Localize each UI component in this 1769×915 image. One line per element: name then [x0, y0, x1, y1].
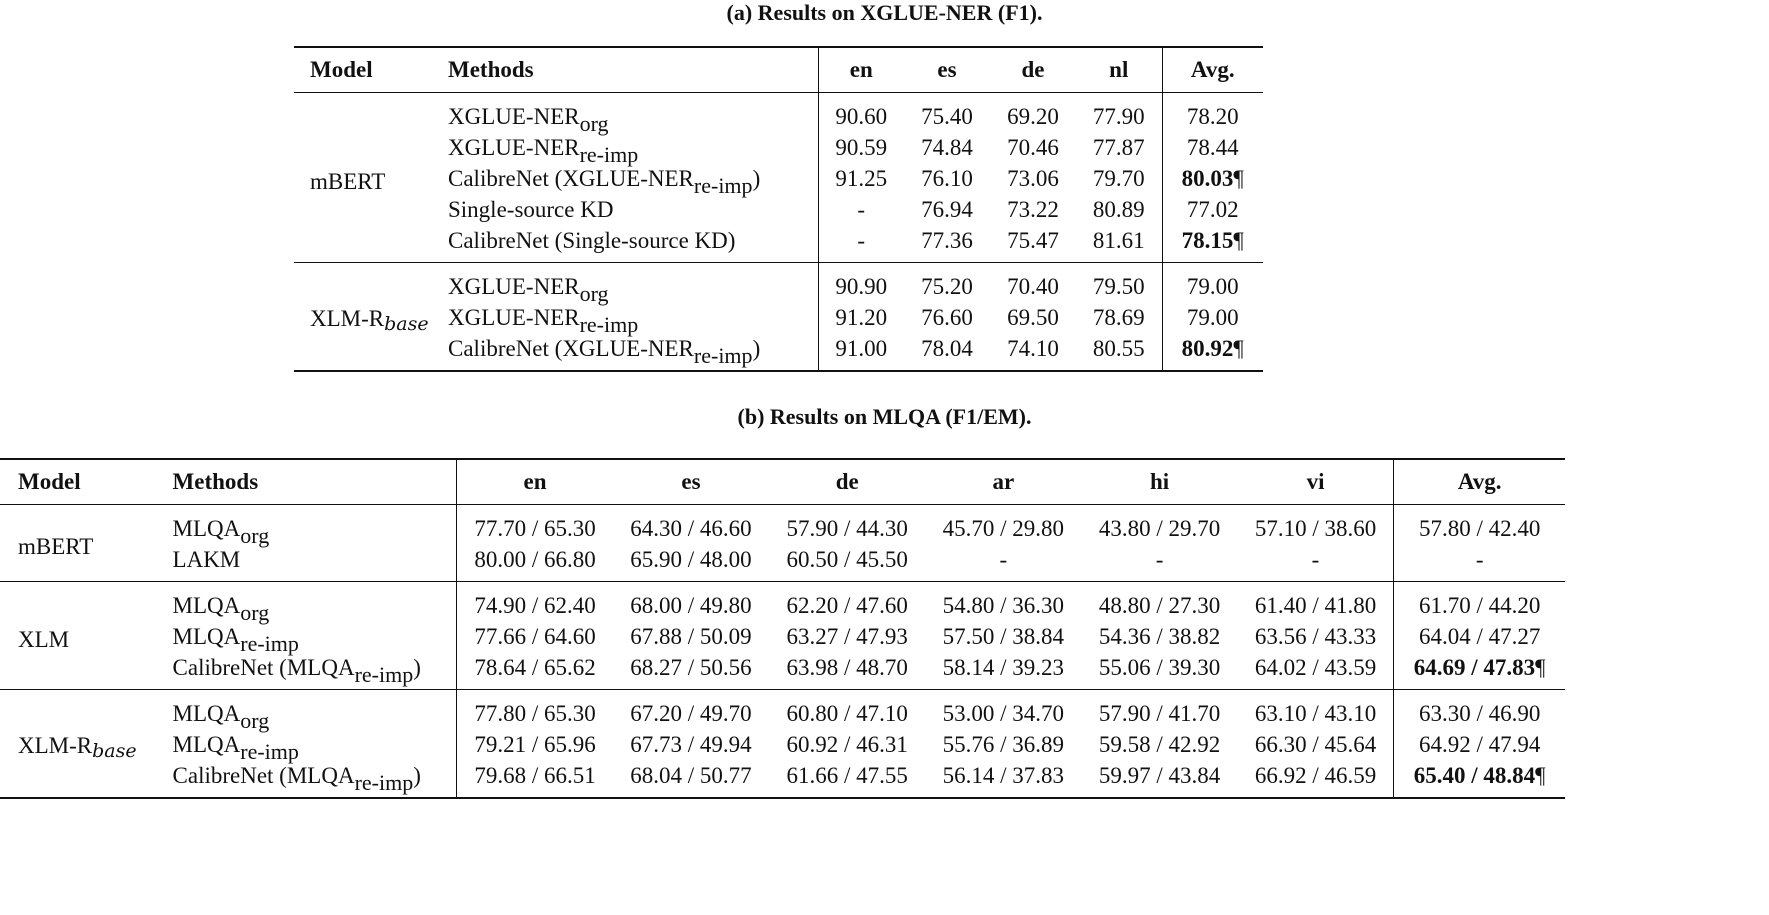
score-cell: 79.68 / 66.51 [457, 760, 613, 798]
method-name [448, 132, 818, 167]
table-row [0, 505, 1565, 545]
method-prefix: CalibreNet (XGLUE-NER [448, 335, 694, 361]
model-label: XLM-R [18, 733, 93, 758]
header-lang: en [818, 47, 904, 93]
score-cell: 91.00 [818, 333, 904, 371]
avg-cell [1394, 544, 1565, 582]
method-subscript: re-imp [354, 661, 414, 687]
avg-value: 80.03 [1181, 165, 1234, 191]
score-cell: 68.00 / 49.80 [630, 592, 752, 618]
score-cell: 57.90 / 41.70 [1098, 700, 1221, 726]
header-lang: es [904, 47, 990, 93]
avg-cell [1162, 194, 1263, 225]
score-cell: 54.80 / 36.30 [942, 592, 1065, 618]
score-cell: 76.94 [921, 196, 973, 222]
avg-cell [1394, 729, 1565, 760]
score-cell: 57.90 / 44.30 [786, 515, 908, 541]
score-cell: 80.89 [1092, 196, 1145, 222]
method-subscript: org [240, 599, 270, 625]
method-prefix: CalibreNet (MLQA [172, 654, 355, 680]
method-suffix: ) [413, 654, 421, 680]
mlqa-results-table [0, 458, 1565, 799]
avg-value: 77.02 [1186, 196, 1239, 222]
model-name [0, 690, 157, 799]
method-prefix: XGLUE-NER [448, 134, 580, 160]
score-cell: 58.14 / 39.23 [942, 654, 1065, 680]
avg-cell [1162, 93, 1263, 133]
score-cell: 53.00 / 34.70 [942, 700, 1065, 726]
method-name [448, 163, 818, 198]
model-group-mbert [294, 93, 1263, 263]
avg-value: 79.00 [1186, 273, 1239, 299]
score-cell: 70.40 [1007, 273, 1059, 299]
model-subscript: base [92, 740, 137, 762]
method-name [157, 621, 457, 656]
model-label: mBERT [310, 168, 386, 194]
score-cell: - [1311, 546, 1320, 572]
score-cell: 77.80 / 65.30 [457, 690, 613, 730]
header-model: Model [0, 459, 157, 505]
score-cell: 74.84 [921, 134, 973, 160]
score-cell: 57.10 / 38.60 [1254, 515, 1377, 541]
table-b-caption: (b) Results on MLQA (F1/EM). [737, 404, 1032, 429]
table-row [0, 544, 1565, 582]
method-subscript: org [579, 280, 609, 306]
table-row [294, 93, 1263, 133]
score-cell: 76.60 [921, 304, 973, 330]
score-cell: 64.30 / 46.60 [630, 515, 752, 541]
avg-value: 63.30 / 46.90 [1418, 700, 1541, 726]
avg-cell [1162, 225, 1263, 263]
score-cell: 57.50 / 38.84 [942, 623, 1065, 649]
avg-value: 80.92 [1181, 335, 1234, 361]
score-cell: 65.90 / 48.00 [630, 546, 752, 572]
score-cell: 48.80 / 27.30 [1098, 592, 1221, 618]
header-avg: Avg. [1162, 47, 1263, 93]
method-prefix: XGLUE-NER [448, 273, 580, 299]
score-cell: - [818, 225, 904, 263]
score-cell: 79.70 [1092, 165, 1145, 191]
method-prefix: XGLUE-NER [448, 103, 580, 129]
avg-value: 78.20 [1186, 103, 1239, 129]
method-prefix: CalibreNet (XGLUE-NER [448, 165, 694, 191]
score-cell: 60.50 / 45.50 [786, 546, 908, 572]
score-cell: 76.10 [921, 165, 973, 191]
avg-value: 64.04 / 47.27 [1418, 623, 1541, 649]
method-name [157, 505, 457, 548]
score-cell: 55.76 / 36.89 [942, 731, 1065, 757]
model-group-xlmr [294, 263, 1263, 372]
header-lang: hi [1081, 459, 1237, 505]
score-cell: 91.20 [818, 302, 904, 333]
avg-cell [1394, 652, 1565, 690]
header-row [294, 47, 1263, 93]
method-subscript: org [579, 110, 609, 136]
method-prefix: MLQA [172, 623, 241, 649]
score-cell: 67.20 / 49.70 [630, 700, 752, 726]
score-cell: 78.64 / 65.62 [457, 652, 613, 690]
score-cell: 67.73 / 49.94 [630, 731, 752, 757]
header-lang: de [990, 47, 1076, 93]
method-name [157, 582, 457, 625]
table-a-caption: (a) Results on XGLUE-NER (F1). [726, 0, 1043, 25]
avg-cell [1162, 333, 1263, 371]
header-row [0, 459, 1565, 505]
method-subscript: org [240, 522, 270, 548]
avg-value: 61.70 / 44.20 [1418, 592, 1541, 618]
method-name [448, 263, 818, 306]
score-cell: 66.92 / 46.59 [1254, 762, 1377, 788]
model-name [294, 93, 448, 263]
score-cell: 80.00 / 66.80 [457, 544, 613, 582]
score-cell: 45.70 / 29.80 [942, 515, 1065, 541]
table-row [0, 621, 1565, 652]
avg-cell [1394, 621, 1565, 652]
method-suffix: ) [752, 335, 761, 361]
header-methods: Methods [448, 47, 818, 93]
significance-mark: ¶ [1535, 654, 1546, 680]
method-subscript: re-imp [693, 172, 753, 198]
model-label: XLM-R [310, 306, 385, 331]
method-prefix: MLQA [172, 731, 241, 757]
significance-mark: ¶ [1233, 335, 1244, 361]
method-prefix: MLQA [172, 700, 241, 726]
avg-value: 57.80 / 42.40 [1418, 515, 1541, 541]
avg-value: 64.69 / 47.83 [1413, 654, 1536, 680]
method-prefix: CalibreNet (MLQA [172, 762, 355, 788]
score-cell: 62.20 / 47.60 [786, 592, 908, 618]
score-cell: 59.58 / 42.92 [1098, 731, 1221, 757]
method-subscript: re-imp [579, 141, 639, 167]
score-cell: 90.59 [818, 132, 904, 163]
score-cell: 81.61 [1092, 227, 1145, 253]
score-cell: 73.06 [1007, 165, 1059, 191]
score-cell: 77.87 [1092, 134, 1145, 160]
method-subscript: re-imp [693, 342, 753, 368]
score-cell: 77.70 / 65.30 [457, 505, 613, 545]
score-cell: 63.98 / 48.70 [786, 654, 908, 680]
score-cell: 61.40 / 41.80 [1254, 592, 1377, 618]
significance-mark: ¶ [1535, 762, 1546, 788]
method-name [157, 760, 457, 798]
method-prefix: LAKM [172, 546, 241, 572]
method-subscript: org [240, 707, 270, 733]
score-cell: - [818, 194, 904, 225]
score-cell: 66.30 / 45.64 [1254, 731, 1377, 757]
score-cell: 77.66 / 64.60 [457, 621, 613, 652]
model-subscript: base [384, 313, 429, 335]
model-name [294, 263, 448, 372]
table-row [0, 729, 1565, 760]
score-cell: 43.80 / 29.70 [1098, 515, 1221, 541]
header-lang: ar [925, 459, 1081, 505]
avg-value: 78.44 [1186, 134, 1239, 160]
score-cell: 56.14 / 37.83 [942, 762, 1065, 788]
score-cell: 63.27 / 47.93 [786, 623, 908, 649]
score-cell: 55.06 / 39.30 [1098, 654, 1221, 680]
header-lang: vi [1238, 459, 1394, 505]
score-cell: 73.22 [1007, 196, 1059, 222]
model-name [0, 505, 157, 582]
avg-cell [1162, 302, 1263, 333]
header-methods: Methods [157, 459, 457, 505]
table-row [0, 760, 1565, 798]
score-cell: 69.50 [1007, 304, 1059, 330]
score-cell: 70.46 [1007, 134, 1059, 160]
score-cell: 60.80 / 47.10 [786, 700, 908, 726]
method-prefix: MLQA [172, 592, 241, 618]
method-subscript: re-imp [354, 769, 414, 795]
method-subscript: re-imp [240, 630, 299, 656]
model-name [0, 582, 157, 690]
score-cell: 91.25 [818, 163, 904, 194]
score-cell: 75.47 [1007, 227, 1059, 253]
score-cell: 75.40 [921, 103, 973, 129]
method-name [448, 194, 818, 225]
header-model: Model [294, 47, 448, 93]
avg-cell [1394, 690, 1565, 730]
table-row [0, 652, 1565, 690]
score-cell: 60.92 / 46.31 [786, 731, 908, 757]
method-name [448, 93, 818, 136]
score-cell: - [1155, 546, 1164, 572]
method-name [448, 302, 818, 337]
score-cell: 64.02 / 43.59 [1254, 654, 1377, 680]
method-suffix: ) [752, 165, 761, 191]
method-prefix: XGLUE-NER [448, 304, 580, 330]
model-label: XLM [18, 626, 70, 652]
model-group-xlmr [0, 690, 1565, 799]
table-row [294, 263, 1263, 303]
model-label: mBERT [18, 534, 94, 559]
avg-cell [1162, 163, 1263, 194]
model-group-mbert [0, 505, 1565, 582]
score-cell: 69.20 [1007, 103, 1059, 129]
score-cell: 80.55 [1092, 335, 1145, 361]
method-name [448, 225, 818, 263]
score-cell: 67.88 / 50.09 [630, 623, 752, 649]
method-prefix: Single-source KD [448, 196, 614, 222]
avg-cell [1162, 132, 1263, 163]
method-name [157, 544, 457, 582]
score-cell: - [999, 546, 1008, 572]
score-cell: 68.04 / 50.77 [630, 762, 752, 788]
score-cell: 68.27 / 50.56 [630, 654, 752, 680]
score-cell: 77.90 [1092, 103, 1145, 129]
method-name [448, 333, 818, 371]
score-cell: 78.69 [1092, 304, 1145, 330]
method-prefix: MLQA [172, 515, 241, 541]
method-name [157, 652, 457, 690]
avg-value: 65.40 / 48.84 [1413, 762, 1536, 788]
avg-cell [1394, 582, 1565, 622]
score-cell: 90.60 [818, 93, 904, 133]
avg-cell [1394, 760, 1565, 798]
score-cell: 90.90 [818, 263, 904, 303]
avg-value: 79.00 [1186, 304, 1239, 330]
score-cell: 63.56 / 43.33 [1254, 623, 1377, 649]
score-cell: 54.36 / 38.82 [1098, 623, 1221, 649]
score-cell: 74.90 / 62.40 [457, 582, 613, 622]
xglue-ner-results-table [294, 46, 1263, 372]
avg-value: 64.92 / 47.94 [1418, 731, 1541, 757]
header-lang: en [457, 459, 613, 505]
header-lang: nl [1076, 47, 1162, 93]
method-suffix: ) [413, 762, 421, 788]
header-avg: Avg. [1394, 459, 1565, 505]
model-group-xlm [0, 582, 1565, 690]
header-lang: de [769, 459, 925, 505]
avg-cell [1162, 263, 1263, 303]
table-row [0, 690, 1565, 730]
method-subscript: re-imp [240, 738, 299, 764]
avg-cell [1394, 505, 1565, 545]
method-subscript: re-imp [579, 311, 639, 337]
score-cell: 59.97 / 43.84 [1098, 762, 1221, 788]
avg-value: 78.15 [1181, 227, 1234, 253]
score-cell: 61.66 / 47.55 [786, 762, 908, 788]
significance-mark: ¶ [1233, 165, 1244, 191]
score-cell: 75.20 [921, 273, 973, 299]
score-cell: 79.21 / 65.96 [457, 729, 613, 760]
method-name [157, 690, 457, 733]
score-cell: 63.10 / 43.10 [1254, 700, 1377, 726]
significance-mark: ¶ [1233, 227, 1244, 253]
method-name [157, 729, 457, 764]
table-row [0, 582, 1565, 622]
score-cell: 79.50 [1092, 273, 1145, 299]
score-cell: 77.36 [921, 227, 973, 253]
score-cell: 78.04 [921, 335, 973, 361]
score-cell: 74.10 [1007, 335, 1059, 361]
header-lang: es [613, 459, 769, 505]
method-prefix: CalibreNet (Single-source KD) [448, 227, 736, 253]
avg-value: - [1475, 546, 1484, 572]
